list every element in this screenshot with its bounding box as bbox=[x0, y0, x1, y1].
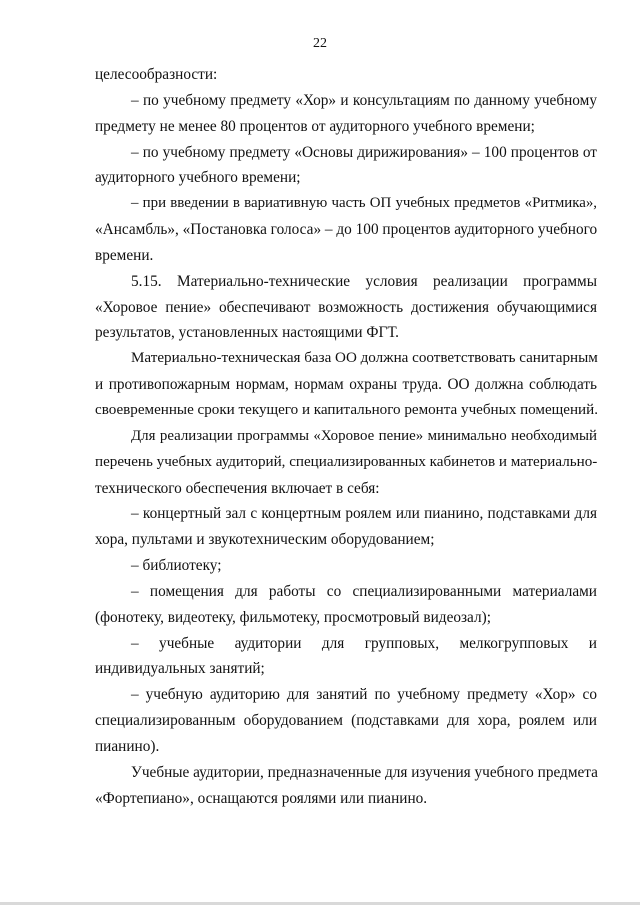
text-line: «Ансамбль», «Постановка голоса» – до 100 процентов аудиторного учебного bbox=[95, 221, 598, 239]
text-line: своевременные сроки текущего и капитального ремонта учебных помещений. bbox=[95, 401, 598, 418]
text-line: и противопожарным нормам, нормам охраны труда. ОО должна соблюдать bbox=[95, 376, 597, 394]
text-line: «Хоровое пение» обеспечивают возможность достижения обучающимися bbox=[95, 298, 597, 316]
text-line: целесообразности: bbox=[95, 66, 218, 83]
text-line: Материально-техническая база ОО должна соответствовать санитарным bbox=[131, 350, 598, 367]
text-line: аудиторного учебного времени; bbox=[95, 169, 301, 187]
text-line: (фонотеку, видеотеку, фильмотеку, просмотровый видеозал); bbox=[95, 608, 491, 626]
text-line: хора, пультами и звукотехническим оборудованием; bbox=[95, 531, 435, 549]
text-line: перечень учебных аудиторий, специализированных кабинетов и материально- bbox=[95, 453, 598, 470]
text-line: Для реализации программы «Хоровое пение» минимально необходимый bbox=[131, 427, 597, 444]
text-line: времени. bbox=[95, 246, 154, 264]
document-body bbox=[95, 62, 597, 811]
text-line: технического обеспечения включает в себя: bbox=[95, 479, 380, 497]
text-line: 5.15. Материально-технические условия реализации программы bbox=[131, 272, 597, 290]
text-line: – учебную аудиторию для занятий по учебному предмету «Хор» со bbox=[131, 686, 597, 704]
text-line: «Фортепиано», оснащаются роялями или пианино. bbox=[95, 789, 428, 807]
text-line: – по учебному предмету «Хор» и консультациям по данному учебному bbox=[131, 91, 597, 109]
text-line: – учебные аудитории для групповых, мелкогрупповых и bbox=[131, 634, 597, 652]
text-line: – библиотеку; bbox=[131, 557, 222, 575]
text-line: – по учебному предмету «Основы дирижирования» – 100 процентов от bbox=[131, 143, 597, 161]
text-line: результатов, установленных настоящими ФГТ. bbox=[95, 324, 399, 342]
text-line: пианино). bbox=[95, 737, 160, 755]
text-line: предмету не менее 80 процентов от аудиторного учебного времени; bbox=[95, 117, 535, 135]
text-line: – помещения для работы со специализированными материалами bbox=[131, 582, 597, 600]
text-line: – при введении в вариативную часть ОП учебных предметов «Ритмика», bbox=[131, 195, 597, 212]
text-line: индивидуальных занятий; bbox=[95, 660, 265, 678]
text-line: – концертный зал с концертным роялем или пианино, подставками для bbox=[131, 505, 597, 523]
page-number: 22 bbox=[313, 36, 327, 51]
text-line: Учебные аудитории, предназначенные для изучения учебного предмета bbox=[131, 763, 598, 781]
text-line: специализированным оборудованием (подставками для хора, роялем или bbox=[95, 712, 597, 730]
